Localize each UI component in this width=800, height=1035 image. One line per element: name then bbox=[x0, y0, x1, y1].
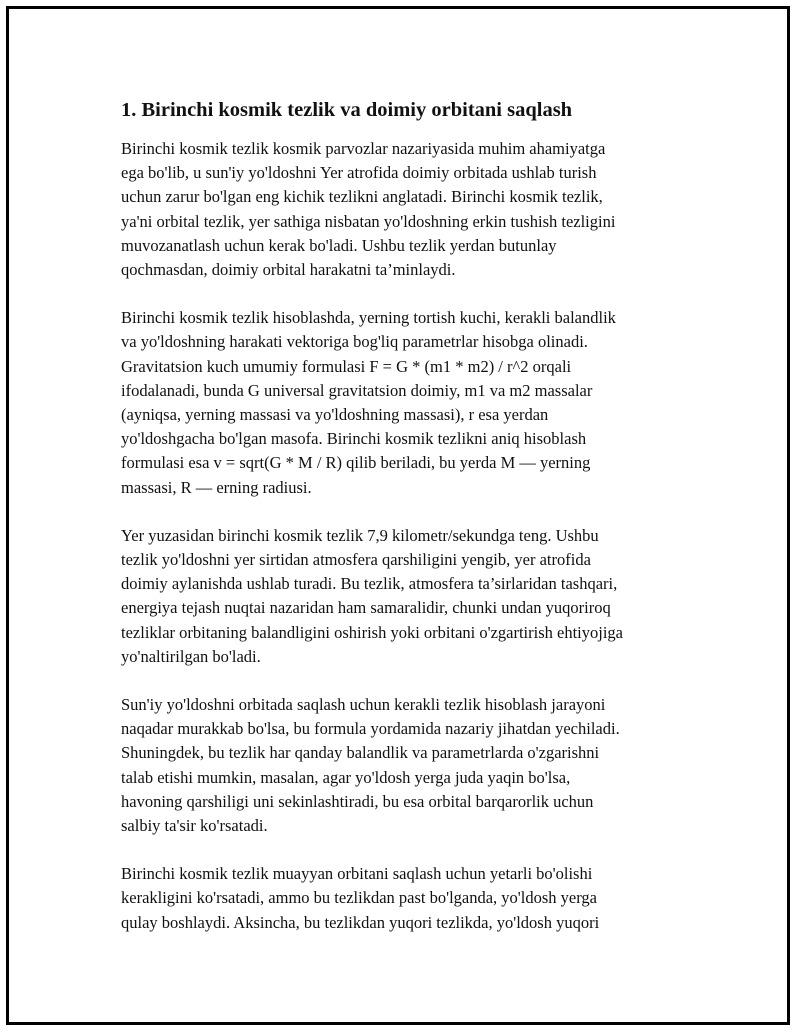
text-line: yo'ldoshgacha bo'lgan masofa. Birinchi kosmik tezlikni aniq hisoblash bbox=[121, 429, 587, 449]
text-line: Birinchi kosmik tezlik muayyan orbitani saqlash uchun yetarli bo'olishi bbox=[121, 864, 593, 884]
text-line: qochmasdan, doimiy orbital harakatni ta’minlaydi. bbox=[121, 260, 456, 280]
text-line: Yer yuzasidan birinchi kosmik tezlik 7,9 kilometr/sekundga teng. Ushbu bbox=[121, 525, 599, 545]
document-body bbox=[121, 97, 691, 959]
page-frame bbox=[6, 6, 790, 1025]
text-line: Birinchi kosmik tezlik hisoblashda, yerning tortish kuchi, kerakli balandlik bbox=[121, 308, 616, 328]
text-line: massasi, R — erning radiusi. bbox=[121, 477, 312, 497]
paragraph-2 bbox=[121, 306, 691, 500]
text-line: doimiy aylanishda ushlab turadi. Bu tezlik, atmosfera ta’sirlaridan tashqari, bbox=[121, 574, 618, 594]
text-line: salbiy ta'sir ko'rsatadi. bbox=[121, 816, 268, 836]
text-line: naqadar murakkab bo'lsa, bu formula yordamida nazariy jihatdan yechiladi. bbox=[121, 719, 620, 739]
text-line: qulay boshlaydi. Aksincha, bu tezlikdan yuqori tezlikda, yo'ldosh yuqori bbox=[121, 912, 600, 932]
paragraph-3 bbox=[121, 524, 691, 669]
text-line: Sun'iy yo'ldoshni orbitada saqlash uchun kerakli tezlik hisoblash jarayoni bbox=[121, 695, 606, 715]
text-line: yo'naltirilgan bo'ladi. bbox=[121, 646, 261, 666]
paragraph-4 bbox=[121, 693, 691, 838]
text-line: muvozanatlash uchun kerak bo'ladi. Ushbu tezlik yerdan butunlay bbox=[121, 235, 557, 255]
text-line: va yo'ldoshning harakati vektoriga bog'liq parametrlar hisobga olinadi. bbox=[121, 332, 588, 352]
text-line: tezlik yo'ldoshni yer sirtidan atmosfera qarshiligini yengib, yer atrofida bbox=[121, 550, 591, 570]
text-line: havoning qarshiligi uni sekinlashtiradi, bu esa orbital barqarorlik uchun bbox=[121, 791, 594, 811]
text-line: ya'ni orbital tezlik, yer sathiga nisbatan yo'ldoshning erkin tushish tezligini bbox=[121, 211, 616, 231]
text-line: tezliklar orbitaning balandligini oshirish yoki orbitani o'zgartirish ehtiyojiga bbox=[121, 622, 623, 642]
text-line: Shuningdek, bu tezlik har qanday balandlik va parametrlarda o'zgarishni bbox=[121, 743, 600, 763]
text-line: energiya tejash nuqtai nazaridan ham samaralidir, chunki undan yuqoriroq bbox=[121, 598, 611, 618]
text-line: ifodalanadi, bunda G universal gravitatsion doimiy, m1 va m2 massalar bbox=[121, 380, 593, 400]
text-line: talab etishi mumkin, masalan, agar yo'ldosh yerga juda yaqin bo'lsa, bbox=[121, 767, 571, 787]
paragraph-5 bbox=[121, 862, 691, 935]
section-heading: 1. Birinchi kosmik tezlik va doimiy orbitani saqlash bbox=[121, 99, 573, 121]
text-line: (ayniqsa, yerning massasi va yo'ldoshning massasi), r esa yerdan bbox=[121, 405, 549, 425]
text-line: uchun zarur bo'lgan eng kichik tezlikni anglatadi. Birinchi kosmik tezlik, bbox=[121, 187, 603, 207]
text-line: kerakligini ko'rsatadi, ammo bu tezlikdan past bo'lganda, yo'ldosh yerga bbox=[121, 888, 598, 908]
paragraph-1 bbox=[121, 137, 691, 282]
text-line: ega bo'lib, u sun'iy yo'ldoshni Yer atrofida doimiy orbitada ushlab turish bbox=[121, 163, 597, 183]
text-line: Gravitatsion kuch umumiy formulasi F = G * (m1 * m2) / r^2 orqali bbox=[121, 356, 572, 376]
text-line: formulasi esa v = sqrt(G * M / R) qilib beriladi, bu yerda M — yerning bbox=[121, 453, 591, 473]
text-line: Birinchi kosmik tezlik kosmik parvozlar nazariyasida muhim ahamiyatga bbox=[121, 139, 606, 158]
